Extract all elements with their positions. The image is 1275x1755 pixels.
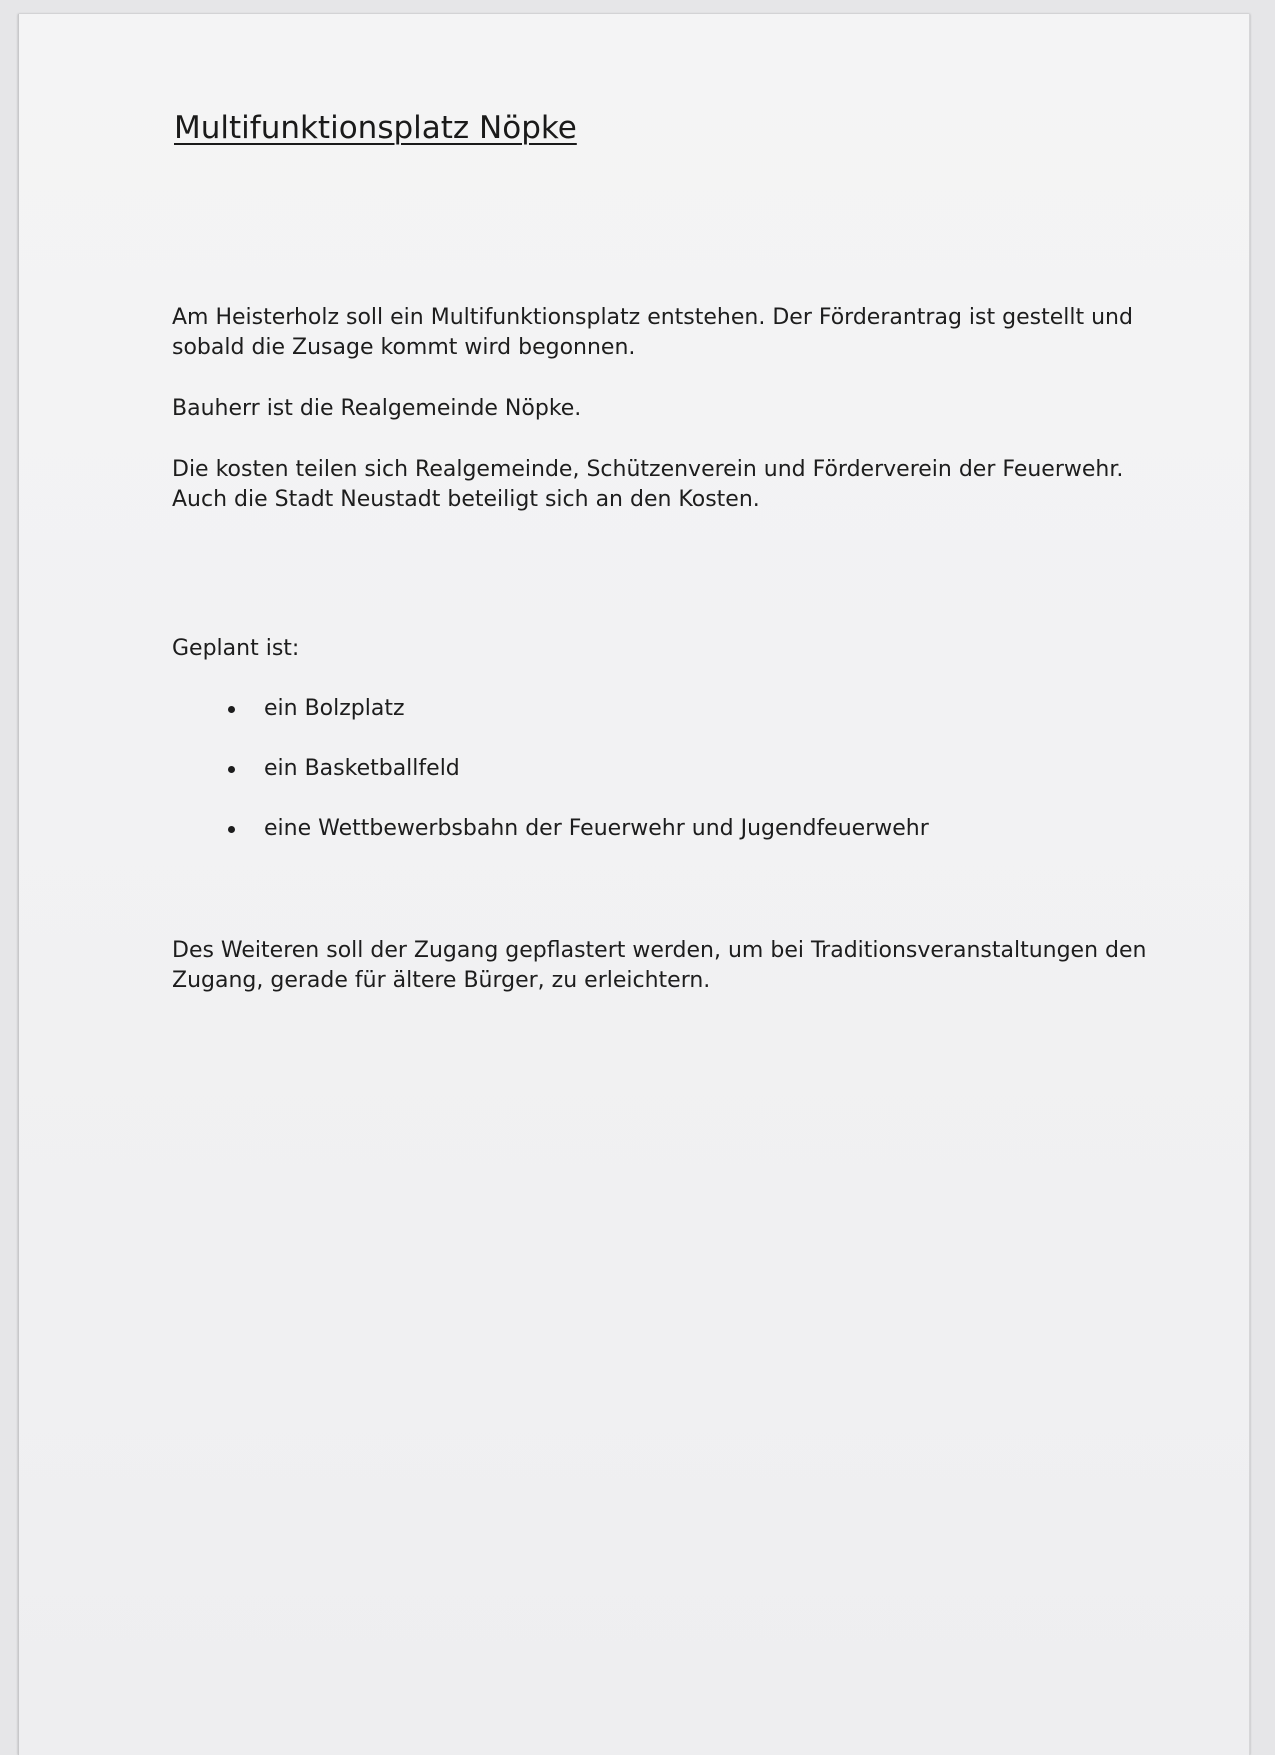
list-item (224, 754, 929, 814)
list-item (224, 694, 929, 754)
intro-paragraph: Am Heisterholz soll ein Multifunktionsplatz entstehen. Der Förderantrag ist gestellt und sobald die Zusage kommt wird begonnen. (172, 305, 1133, 360)
costs-paragraph: Die kosten teilen sich Realgemeinde, Schützenverein und Förderverein der Feuerwehr. Auch die Stadt Neustadt beteiligt sich an den Kosten. (172, 457, 1124, 512)
list-item-text: eine Wettbewerbsbahn der Feuerwehr und Jugendfeuerwehr (264, 816, 929, 841)
bullet-icon (228, 706, 235, 713)
planned-heading: Geplant ist: (172, 636, 300, 661)
list-item (224, 814, 929, 874)
bullet-icon (228, 766, 235, 773)
list-item-text: ein Basketballfeld (264, 756, 460, 781)
document-page (18, 14, 1250, 1755)
closing-paragraph: Des Weiteren soll der Zugang gepflastert werden, um bei Traditionsveranstaltungen den Zugang, gerade für ältere Bürger, zu erleichtern. (172, 938, 1147, 993)
builder-paragraph: Bauherr ist die Realgemeinde Nöpke. (172, 396, 582, 421)
bullet-icon (228, 826, 235, 833)
planned-list (224, 694, 929, 874)
list-item-text: ein Bolzplatz (264, 696, 405, 721)
document-title: Multifunktionsplatz Nöpke (174, 110, 577, 146)
